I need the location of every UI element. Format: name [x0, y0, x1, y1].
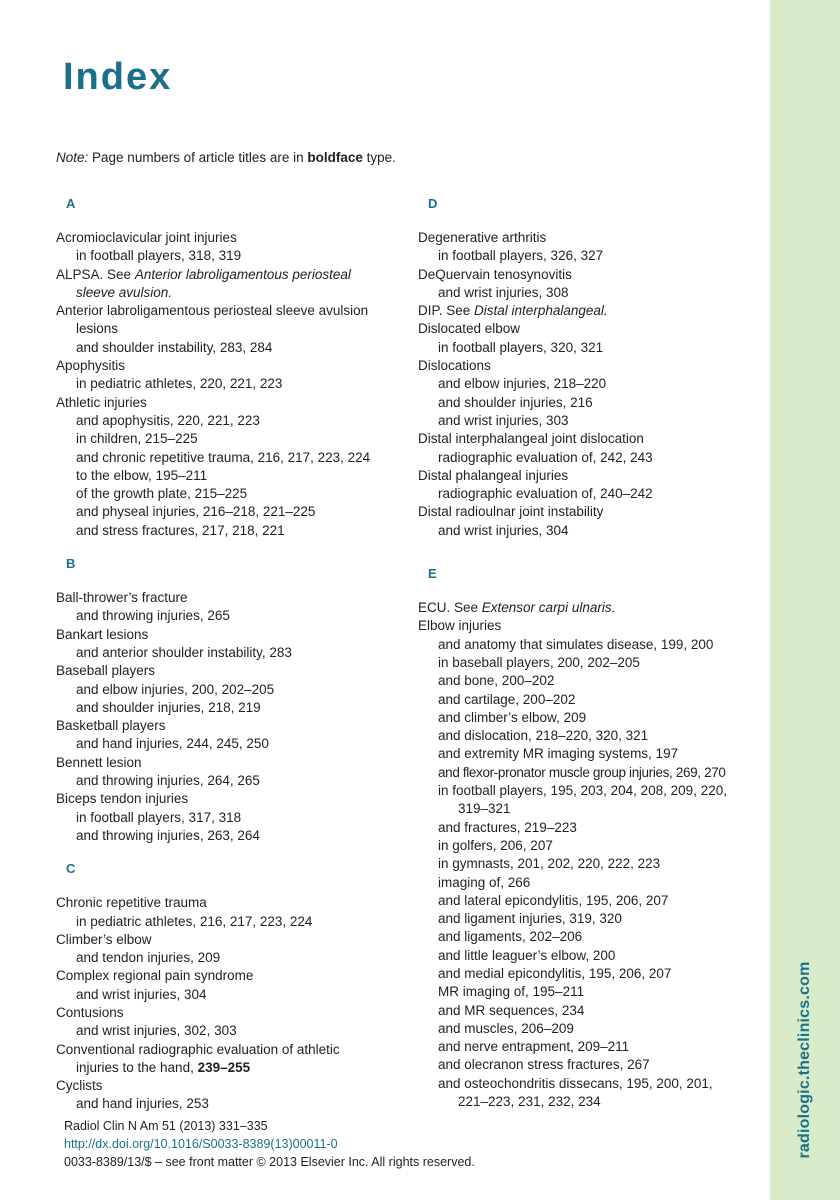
index-subentry: and ligament injuries, 319, 320	[438, 911, 622, 927]
index-subentry: in football players, 318, 319	[76, 248, 242, 264]
index-entry-continuation: 221–223, 231, 232, 234	[458, 1094, 601, 1110]
index-entry: Elbow injuries	[418, 618, 502, 634]
index-entry-continuation: sleeve avulsion.	[76, 284, 173, 300]
section-letter-a: A	[66, 196, 76, 211]
boldface-word: boldface	[307, 150, 363, 165]
index-subentry: radiographic evaluation of, 240–242	[438, 486, 653, 502]
index-subentry: and throwing injuries, 264, 265	[76, 773, 260, 789]
index-subentry: and flexor-pronator muscle group injuries, 269, 270	[438, 764, 726, 780]
page-title: Index	[63, 56, 173, 98]
index-subentry: imaging of, 266	[438, 874, 531, 890]
index-subentry: and olecranon stress fractures, 267	[438, 1057, 650, 1073]
index-subentry: and stress fractures, 217, 218, 221	[76, 522, 285, 538]
copyright-line: 0033-8389/13/$ – see front matter © 2013 Elsevier Inc. All rights reserved.	[64, 1155, 475, 1169]
index-entry: Anterior labroligamentous periosteal sleeve avulsion	[56, 303, 369, 319]
index-subentry: and hand injuries, 244, 245, 250	[76, 736, 269, 752]
index-subentry: and dislocation, 218–220, 320, 321	[438, 728, 649, 744]
index-subentry: and physeal injuries, 216–218, 221–225	[76, 504, 316, 520]
index-subentry: and fractures, 219–223	[438, 819, 577, 835]
index-column-left	[56, 192, 401, 1114]
index-subentry: and apophysitis, 220, 221, 223	[76, 412, 260, 428]
page-footer	[64, 1117, 475, 1171]
index-subentry: and shoulder injuries, 216	[438, 394, 593, 410]
index-entry: Contusions	[56, 1004, 124, 1020]
index-subentry: and shoulder instability, 283, 284	[76, 339, 273, 355]
section-letter-b: B	[66, 556, 76, 572]
index-subentry: in golfers, 206, 207	[438, 837, 553, 853]
index-subentry: and ligaments, 202–206	[438, 929, 583, 945]
index-subentry: and bone, 200–202	[438, 673, 555, 689]
index-entry: DIP. See Distal interphalangeal.	[418, 303, 608, 319]
index-subentry: and hand injuries, 253	[76, 1096, 209, 1112]
index-entry: Biceps tendon injuries	[56, 791, 189, 807]
index-entry: Cyclists	[56, 1078, 103, 1094]
index-entry: DeQuervain tenosynovitis	[418, 266, 572, 282]
index-entry: Acromioclavicular joint injuries	[56, 230, 237, 245]
index-subentry: and cartilage, 200–202	[438, 691, 576, 707]
index-entry: Basketball players	[56, 718, 166, 734]
index-subentry: and anterior shoulder instability, 283	[76, 644, 292, 660]
journal-website-text[interactable]: radiologic.theclinics.com	[796, 961, 813, 1159]
index-note: Note: Page numbers of article titles are in boldface type.	[56, 150, 396, 165]
index-subentry: and extremity MR imaging systems, 197	[438, 746, 679, 762]
cross-reference: Distal interphalangeal.	[474, 303, 608, 319]
index-entry-continuation: 319–321	[458, 801, 511, 817]
index-column-right	[418, 192, 763, 1111]
index-entry: Distal interphalangeal joint dislocation	[418, 431, 644, 447]
index-entry: Dislocations	[418, 358, 491, 374]
index-subentry: and nerve entrapment, 209–211	[438, 1039, 630, 1055]
index-entry: ALPSA. See Anterior labroligamentous periosteal	[56, 266, 351, 282]
index-entry: Complex regional pain syndrome	[56, 968, 254, 984]
note-label: Note:	[56, 150, 89, 165]
index-entry: Bankart lesions	[56, 626, 149, 642]
index-entry: Climber’s elbow	[56, 931, 152, 947]
index-subentry: and shoulder injuries, 218, 219	[76, 699, 261, 715]
index-subentry: MR imaging of, 195–211	[438, 984, 585, 1000]
index-subentry: and throwing injuries, 265	[76, 608, 230, 624]
index-subentry: in football players, 326, 327	[438, 248, 604, 264]
index-entry: Dislocated elbow	[418, 321, 521, 337]
index-subentry: and climber’s elbow, 209	[438, 709, 587, 725]
index-entry-continuation: injuries to the hand, 239–255	[76, 1059, 251, 1075]
index-subentry: and tendon injuries, 209	[76, 950, 221, 966]
index-subentry: in baseball players, 200, 202–205	[438, 654, 640, 670]
section-letter-d: D	[428, 196, 438, 211]
index-subentry: in children, 215–225	[76, 431, 198, 447]
index-entry: Apophysitis	[56, 358, 126, 374]
index-entry-continuation: lesions	[76, 321, 119, 337]
journal-citation: Radiol Clin N Am 51 (2013) 331–335	[64, 1119, 268, 1133]
index-subentry: and lateral epicondylitis, 195, 206, 207	[438, 892, 669, 908]
index-entry: Conventional radiographic evaluation of athletic	[56, 1041, 340, 1057]
index-subentry: and elbow injuries, 218–220	[438, 376, 607, 392]
index-entry: Baseball players	[56, 663, 156, 679]
index-subentry: to the elbow, 195–211	[76, 467, 208, 483]
index-subentry: and muscles, 206–209	[438, 1020, 574, 1036]
index-subentry: in gymnasts, 201, 202, 220, 222, 223	[438, 856, 661, 872]
index-subentry: in football players, 195, 203, 204, 208, 209, 220,	[438, 783, 727, 799]
section-letter-c: C	[66, 861, 76, 877]
index-entry: Ball-thrower’s fracture	[56, 590, 188, 606]
index-entry: Degenerative arthritis	[418, 230, 547, 245]
index-subentry: in pediatric athletes, 216, 217, 223, 224	[76, 913, 313, 929]
index-entry: Distal radioulnar joint instability	[418, 504, 604, 520]
index-subentry: in pediatric athletes, 220, 221, 223	[76, 376, 283, 392]
index-subentry: and wrist injuries, 304	[438, 522, 569, 538]
index-subentry: and wrist injuries, 302, 303	[76, 1023, 237, 1039]
index-subentry: and elbow injuries, 200, 202–205	[76, 681, 275, 697]
index-subentry: in football players, 317, 318	[76, 809, 242, 825]
cross-reference: Anterior labroligamentous periosteal	[134, 266, 351, 282]
index-subentry: and anatomy that simulates disease, 199, 200	[438, 636, 714, 652]
index-entry: Distal phalangeal injuries	[418, 467, 569, 483]
index-subentry: and chronic repetitive trauma, 216, 217, 223, 224	[76, 449, 371, 465]
index-entry: Bennett lesion	[56, 754, 142, 770]
index-subentry: and MR sequences, 234	[438, 1002, 585, 1018]
index-entry: ECU. See Extensor carpi ulnaris.	[418, 600, 616, 616]
index-subentry: and wrist injuries, 308	[438, 284, 569, 300]
cross-reference: Extensor carpi ulnaris.	[481, 600, 616, 616]
index-entry: Athletic injuries	[56, 394, 147, 410]
index-entry: Chronic repetitive trauma	[56, 895, 207, 911]
section-letter-e: E	[428, 566, 437, 582]
index-subentry: and throwing injuries, 263, 264	[76, 827, 260, 843]
index-subentry: and wrist injuries, 303	[438, 412, 569, 428]
doi-link[interactable]: http://dx.doi.org/10.1016/S0033-8389(13)00011-0	[64, 1137, 338, 1151]
index-subentry: and wrist injuries, 304	[76, 986, 207, 1002]
article-page-range: 239–255	[197, 1059, 251, 1075]
index-subentry: in football players, 320, 321	[438, 339, 604, 355]
index-subentry: and osteochondritis dissecans, 195, 200, 201,	[438, 1075, 713, 1091]
index-subentry: of the growth plate, 215–225	[76, 486, 248, 502]
index-subentry: and medial epicondylitis, 195, 206, 207	[438, 965, 672, 981]
index-subentry: radiographic evaluation of, 242, 243	[438, 449, 653, 465]
index-subentry: and little leaguer’s elbow, 200	[438, 947, 616, 963]
